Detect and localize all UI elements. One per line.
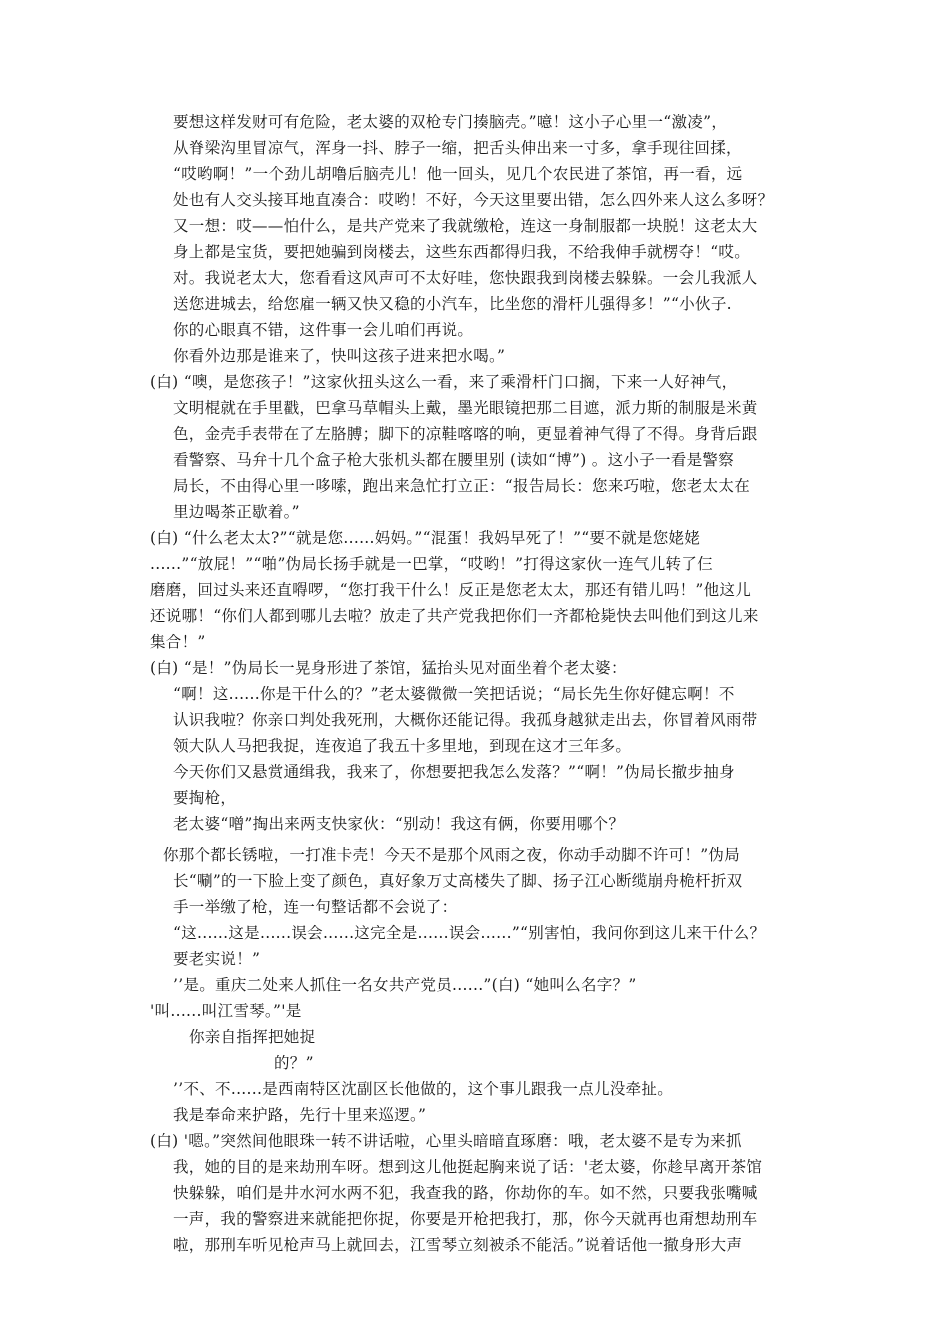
text-line: 认识我啦？你亲口判处我死刑，大概你还能记得。我孤身越狱走出去，你冒着风雨带 [173, 711, 758, 729]
text-line: “啊！这......你是干什么的？”老太婆微微一笑把话说；“局长先生你好健忘啊！不 [173, 685, 735, 703]
text-line: (白) “什么老太太?”“就是您......妈妈。”“混蛋！我妈早死了！”“要不就是您姥姥 [150, 529, 701, 547]
text-line: 又一想：哎——怕什么，是共产党来了我就缴枪，连这一身制服都一块脱！这老太大 [173, 217, 758, 235]
text-line: 啦，那刑车听见枪声马上就回去，江雪琴立刻被杀不能活。”说着话他一撤身形大声 [173, 1236, 743, 1254]
text-line: ......”“放屁！”“啪”伪局长扬手就是一巴掌，“哎哟！”打得这家伙一连气儿转了仨 [150, 555, 713, 573]
text-line: 长“唰”的一下脸上变了颜色，真好象万丈高楼失了脚、扬子江心断缆崩舟桅杆折双 [173, 872, 743, 890]
text-line: 一声，我的警察进来就能把你捉，你要是开枪把我打，那，你今天就再也甭想劫刑车 [173, 1210, 758, 1228]
text-line: 领大队人马把我捉，连夜追了我五十多里地，到现在这才三年多。 [173, 737, 632, 755]
text-line: 集合！” [150, 633, 206, 651]
text-line: 里边喝茶正歇着。” [173, 503, 300, 521]
text-line: 文明棍就在手里戳，巴拿马草帽头上戴，墨光眼镜把那二目遮，派力斯的制服是米黄 [173, 399, 758, 417]
text-line: 老太婆“噌”掏出来两支快家伙：“别动！我这有俩，你要用哪个？ [173, 815, 625, 833]
text-line: 局长，不由得心里一哆嗦，跑出来急忙打立正：“报告局长：您来巧啦，您老太太在 [173, 477, 751, 495]
text-line: 你的心眼真不错，这件事一会儿咱们再说。 [173, 321, 474, 339]
text-line: ’’不、不......是西南特区沈副区长他做的，这个事儿跟我一点儿没牵扯。 [173, 1080, 674, 1098]
text-line: 送您进城去，给您雇一辆又快又稳的小汽车，比坐您的滑杆儿强得多！”“小伙子. [173, 295, 732, 313]
text-line: 身上都是宝货，要把她骗到岗楼去，这些东西都得归我，不给我伸手就楞夺！“哎。 [173, 243, 751, 261]
text-line: 我是奉命来护路，先行十里来巡逻。” [173, 1106, 427, 1124]
text-line: 的？” [274, 1054, 314, 1072]
text-line: 你那个都长锈啦，一打准卡壳！今天不是那个风雨之夜，你动手动脚不许可！”伪局 [163, 846, 741, 864]
text-line: 看警察、马弁十几个盒子枪大张机头都在腰里别 (读如“博”) 。这小子一看是警察 [173, 451, 734, 469]
text-line: 对。我说老太大，您看看这风声可不太好哇，您快跟我到岗楼去躲躲。一会儿我派人 [173, 269, 758, 287]
text-line: “这......这是......误会......这完全是......误会......”“别害怕，我问你到这儿来干什么？ [173, 924, 766, 942]
text-line: 还说哪！“你们人都到哪儿去啦？放走了共产党我把你们一齐都枪毙快去叫他们到这儿来 [150, 607, 759, 625]
text-line: (白) “噢，是您孩子！”这家伙扭头这么一看，来了乘滑杆门口搁，下来一人好神气， [150, 373, 738, 391]
text-line: ’’是。重庆二处来人抓住一名女共产党员......”(白) “她叫么名字？” [173, 976, 637, 994]
text-line: (白) “是！”伪局长一晃身形进了茶馆，猛抬头见对面坐着个老太婆： [150, 659, 627, 677]
text-line: 你看外边那是谁来了，快叫这孩子进来把水喝。” [173, 347, 506, 365]
text-line: 你亲自指挥把她捉 [189, 1028, 316, 1046]
text-line: 快躲躲，咱们是井水河水两不犯，我查我的路，你劫你的车。如不然，只要我张嘴喊 [173, 1184, 758, 1202]
text-line: 手一举缴了枪，连一句整话都不会说了： [173, 898, 458, 916]
text-line: 要老实说！” [173, 950, 261, 968]
text-line: 从脊梁沟里冒凉气，浑身一抖、脖子一缩，把舌头伸出来一寸多，拿手现往回揉， [173, 139, 742, 157]
text-line: 色，金壳手表带在了左胳膊；脚下的凉鞋喀喀的响，更显着神气得了不得。身背后跟 [173, 425, 758, 443]
text-line: 今天你们又悬赏通缉我，我来了，你想要把我怎么发落？”“啊！”伪局长撤步抽身 [173, 763, 735, 781]
text-line: “哎哟啊！”一个劲儿胡噜后脑壳儿！他一回头，见几个农民进了茶馆，再一看，远 [173, 165, 743, 183]
text-line: 要想这样发财可有危险，老太婆的双枪专门揍脑壳。”噫！这小子心里一“激凌”， [173, 113, 728, 131]
text-line: 要掏枪， [173, 789, 237, 807]
text-line: '叫......叫江雪琴。”'是 [150, 1002, 302, 1020]
text-line: 处也有人交头接耳地直凑合：哎哟！不好，今天这里要出错，怎么四外来人这么多呀？ [173, 191, 774, 209]
text-line: (白) '嗯。”突然间他眼珠一转不讲话啦，心里头暗暗直琢磨：哦，老太婆不是专为来抓 [150, 1132, 742, 1150]
text-line: 我，她的目的是来劫刑车呀。想到这儿他挺起胸来说了话：'老太婆，你趁早离开茶馆 [173, 1158, 763, 1176]
text-line: 磨磨，回过头来还直嘚啰，“您打我干什么！反正是您老太太，那还有错儿吗！”他这儿 [150, 581, 752, 599]
